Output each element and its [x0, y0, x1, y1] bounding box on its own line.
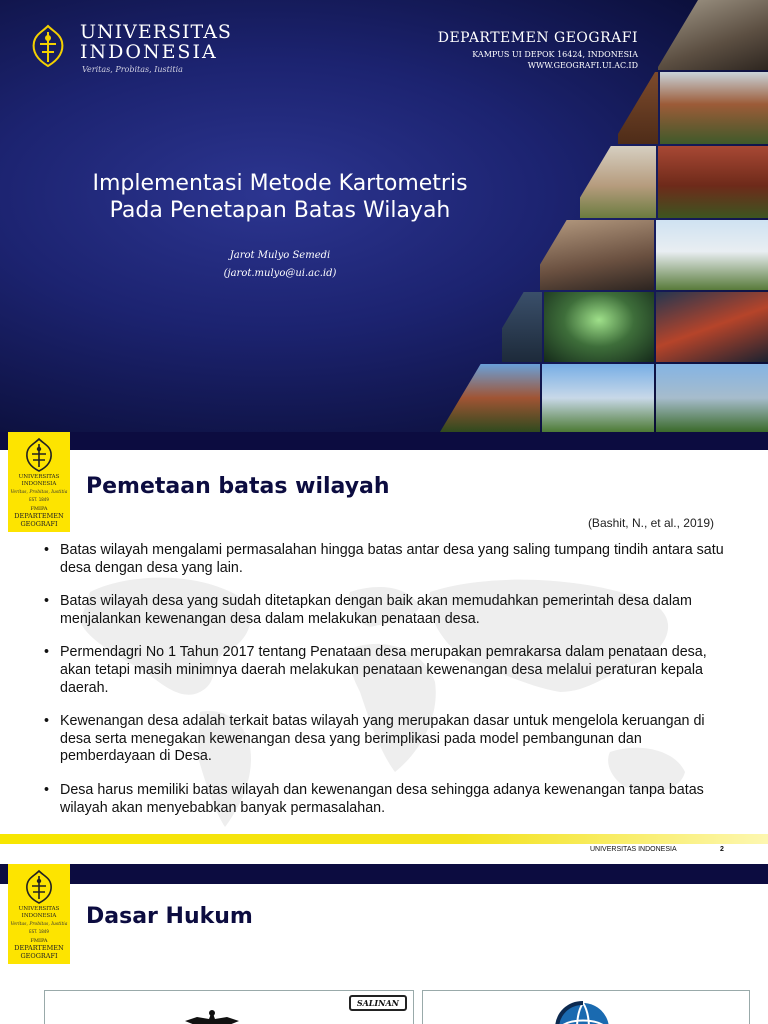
- badge-university-line1: UNIVERSITAS: [18, 474, 60, 480]
- slide-title: Dasar Hukum: [86, 904, 253, 929]
- badge-university-line2: INDONESIA: [21, 481, 57, 487]
- presentation-title-line1: Implementasi Metode Kartometris: [92, 171, 468, 196]
- photo-building-2: [660, 72, 768, 144]
- photo-lecture: [540, 220, 654, 290]
- legal-basis-slide[interactable]: [0, 864, 768, 1024]
- author-email: (jarot.mulyo@ui.ac.id): [223, 268, 337, 279]
- badge-established: EST. 1849: [29, 497, 49, 502]
- globe-emblem-icon: [553, 999, 613, 1024]
- photo-campus: [580, 146, 656, 218]
- footer-university: UNIVERSITAS INDONESIA: [590, 846, 677, 853]
- bullet-item: • Desa harus memiliki batas wilayah dan kewenangan desa sehingga adanya kewenangan tanpa batas wilayah akan menyebabkan banyak permasalahan.: [44, 782, 724, 817]
- page-number: 2: [720, 846, 724, 853]
- salinan-stamp: SALINAN: [349, 995, 407, 1011]
- badge-department-line2: GEOGRAFI: [20, 952, 58, 960]
- university-name-line2: INDONESIA: [80, 41, 218, 63]
- bullet-item: • Batas wilayah mengalami permasalahan hingga batas antar desa yang saling tumpang tindih antara satu desa dengan desa yang lain.: [44, 542, 724, 577]
- photo-building-1: [618, 72, 658, 144]
- badge-department-line2: GEOGRAFI: [20, 520, 58, 528]
- photo-fieldwork: [656, 220, 768, 290]
- badge-university-line1: UNIVERSITAS: [18, 906, 60, 912]
- university-name-line1: UNIVERSITAS: [80, 21, 232, 43]
- badge-university-line2: INDONESIA: [21, 913, 57, 919]
- bullet-item: • Kewenangan desa adalah terkait batas wilayah yang merupakan dasar untuk mengelola keruangan di desa serta menegakan kewenangan desa yang berimplikasi pada model pembangunan dan pemberdayaan di Desa.: [44, 713, 724, 766]
- department-website: WWW.GEOGRAFI.UI.AC.ID: [527, 61, 638, 70]
- department-address: KAMPUS UI DEPOK 16424, INDONESIA: [472, 50, 638, 59]
- bullet-item: • Permendagri No 1 Tahun 2017 tentang Penataan desa merupakan pemrakarsa dalam penataan desa, akan tetapi masih minimnya daerah melakukan penataan kewenangan desa melalui peraturan kepala daerah.: [44, 644, 724, 697]
- slide-title: Pemetaan batas wilayah: [86, 474, 390, 499]
- photo-rectorate: [440, 364, 540, 432]
- top-bar: [0, 432, 768, 450]
- content-slide[interactable]: [0, 432, 768, 864]
- photo-building-3: [658, 146, 768, 218]
- badge-department-line1: DEPARTEMEN: [14, 512, 64, 520]
- badge-established: EST. 1849: [29, 929, 49, 934]
- photo-lab-1: [502, 292, 542, 362]
- regulation-document-2[interactable]: [422, 990, 750, 1024]
- presentation-title-line2: Pada Penetapan Batas Wilayah: [109, 198, 451, 223]
- badge-motto: Veritas, Probitas, Iustitia: [10, 922, 68, 927]
- ui-geography-badge: [8, 864, 70, 964]
- ui-geography-badge: [8, 432, 70, 532]
- bullet-item: • Batas wilayah desa yang sudah ditetapkan dengan baik akan memudahkan pemerintah desa dalam menjalankan kewenangan desa dalam melakukan penataan desa.: [44, 593, 724, 628]
- photo-aerial: [656, 364, 768, 432]
- bottom-bar: [0, 834, 768, 844]
- makara-logo-icon: [22, 437, 56, 473]
- badge-faculty: FMIPA: [30, 506, 48, 512]
- photo-projection: [544, 292, 654, 362]
- garuda-emblem-icon: [177, 1007, 247, 1024]
- top-bar: [0, 864, 768, 884]
- badge-faculty: FMIPA: [30, 938, 48, 944]
- badge-department-line1: DEPARTEMEN: [14, 944, 64, 952]
- badge-motto: Veritas, Probitas, Iustitia: [10, 490, 68, 495]
- university-motto: Veritas, Probitas, Iustitia: [82, 65, 183, 74]
- citation: (Bashit, N., et al., 2019): [587, 516, 714, 530]
- makara-logo-icon: [22, 869, 56, 905]
- regulation-document-1[interactable]: [44, 990, 414, 1024]
- department-name: DEPARTEMEN GEOGRAFI: [437, 30, 638, 46]
- photo-classroom: [658, 0, 768, 70]
- author-name: Jarot Mulyo Semedi: [229, 250, 331, 261]
- makara-logo-icon: [28, 22, 68, 70]
- title-slide[interactable]: [0, 0, 768, 432]
- photo-satellite: [656, 292, 768, 362]
- bullet-list: [44, 542, 724, 833]
- photo-lake: [542, 364, 654, 432]
